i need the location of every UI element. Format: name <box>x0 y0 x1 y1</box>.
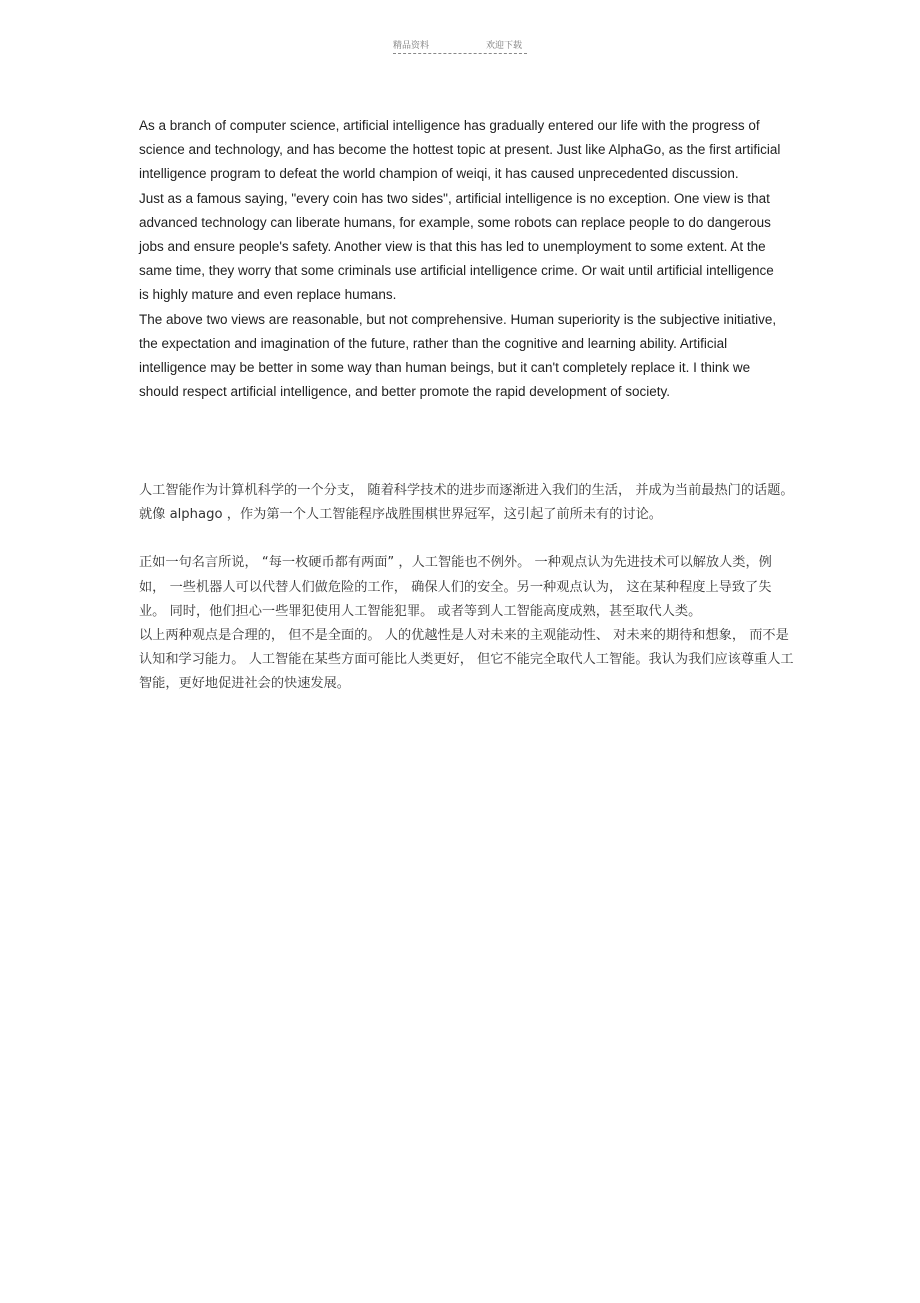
chinese-paragraph-3: 以上两种观点是合理的， 但不是全面的。 人的优越性是人对未来的主观能动性、 对未来的期待和想象， 而不是认知和学习能力。 人工智能在某些方面可能比人类更好， 但它不能完全取代人工智能。我认为我们应该尊重人工智能，更好地促进社会的快速发展。 <box>139 628 794 692</box>
page-header <box>393 38 527 54</box>
chinese-paragraph-2: 正如一句名言所说， “每一枚硬币都有两面” ，人工智能也不例外。 一种观点认为先进技术可以解放人类，例如， 一些机器人可以代替人们做危险的工作， 确保人们的安全。另一种观点认为， 这在某种程度上导致了失业。 同时，他们担心一些罪犯使用人工智能犯罪。 或者等到人工智能高度成熟，甚至取代人类。 <box>139 555 772 619</box>
english-paragraph-3: The above two views are reasonable, but not comprehensive. Human superiority is the subjective initiative, the expectation and imagination of the future, rather than the cognitive and learning ability. Artificial intelligence may be better in some way than human beings, but it can't completely replace it. I think we should respect artificial intelligence, and better promote the rapid development of society. <box>139 311 777 400</box>
paragraph-gap <box>139 527 794 551</box>
chinese-essay <box>139 479 794 697</box>
chinese-paragraph-1: 人工智能作为计算机科学的一个分支， 随着科学技术的进步而逐渐进入我们的生活， 并成为当前最热门的话题。就像 alphago ，作为第一个人工智能程序战胜围棋世界冠军，这引起了前所未有的讨论。 <box>139 483 794 523</box>
header-dashed-rule <box>393 53 527 54</box>
english-essay <box>139 114 784 404</box>
header-left-text: 精品资料 <box>393 41 430 51</box>
english-paragraph-1: As a branch of computer science, artificial intelligence has gradually entered our life with the progress of science and technology, and has become the hottest topic at present. Just like AlphaGo, as the first artificial intelligence program to defeat the world champion of weiqi, it has caused unprecedented discussion. <box>139 118 781 182</box>
english-paragraph-2: Just as a famous saying, "every coin has two sides", artificial intelligence is no exception. One view is that advanced technology can liberate humans, for example, some robots can replace people to do dangerous jobs and ensure people's safety. Another view is that this has led to unemployment to some extent. At the same time, they worry that some criminals use artificial intelligence crime. Or wait until artificial intelligence is highly mature and even replace humans. <box>139 190 774 303</box>
header-right-text: 欢迎下载 <box>486 41 523 51</box>
